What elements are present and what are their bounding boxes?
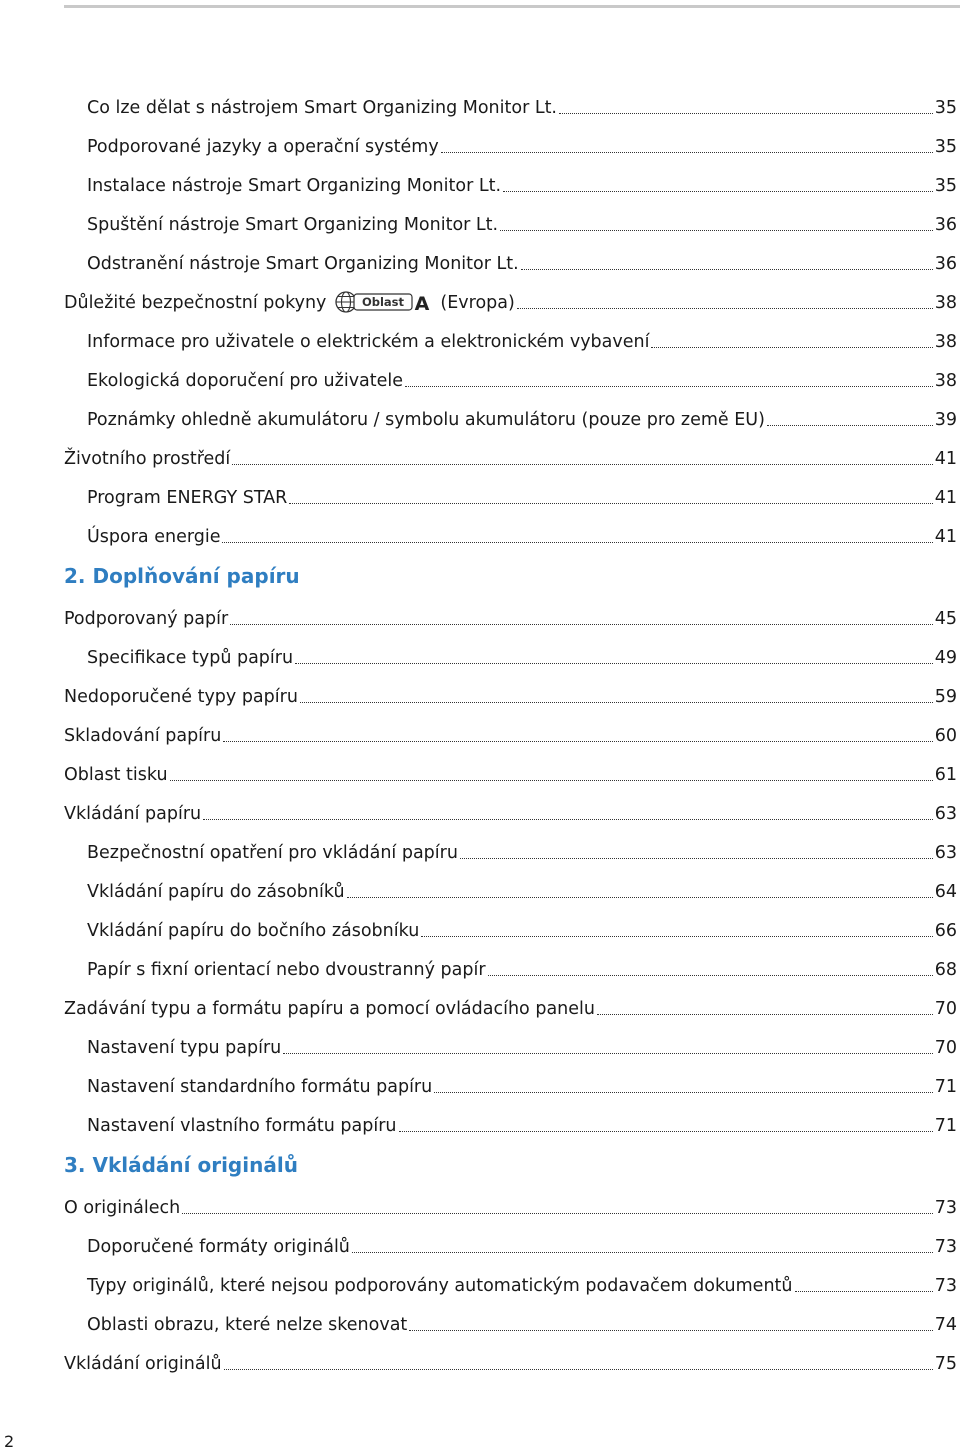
dot-leader xyxy=(182,1213,932,1214)
dot-leader xyxy=(283,1053,932,1054)
toc-entry-page: 59 xyxy=(934,687,957,707)
dot-leader xyxy=(203,819,933,820)
toc-entry-title: O originálech xyxy=(64,1198,181,1218)
toc-entry[interactable] xyxy=(87,519,957,549)
dot-leader xyxy=(421,936,932,937)
toc-entry-page: 66 xyxy=(934,921,957,941)
dot-leader xyxy=(488,975,933,976)
toc-entry-page: 45 xyxy=(934,609,957,629)
toc-entry-page: 35 xyxy=(934,176,957,196)
dot-leader xyxy=(223,741,932,742)
region-badge xyxy=(334,290,432,314)
toc-entry[interactable] xyxy=(64,285,957,315)
toc-entry-title: Bezpečnostní opatření pro vkládání papíru xyxy=(87,843,458,863)
toc-entry-title: Program ENERGY STAR xyxy=(87,488,288,508)
toc-entry-page: 73 xyxy=(934,1237,957,1257)
toc-entry[interactable] xyxy=(87,952,957,982)
toc-entry[interactable] xyxy=(87,402,957,432)
toc-entry-title xyxy=(64,291,515,315)
toc-entry-page: 41 xyxy=(934,488,957,508)
toc-entry-title: Typy originálů, které nejsou podporovány automatickým podavačem dokumentů xyxy=(87,1276,793,1296)
toc-entry[interactable] xyxy=(87,324,957,354)
toc-entry-title: Doporučené formáty originálů xyxy=(87,1237,350,1257)
toc-entry-page: 60 xyxy=(934,726,957,746)
toc-entry-page: 63 xyxy=(934,804,957,824)
dot-leader xyxy=(399,1131,933,1132)
toc-entry-title: Odstranění nástroje Smart Organizing Monitor Lt. xyxy=(87,254,519,274)
toc-entry-title: Skladování papíru xyxy=(64,726,222,746)
toc-entry-title: Poznámky ohledně akumulátoru / symbolu akumulátoru (pouze pro země EU) xyxy=(87,410,765,430)
chapter-heading[interactable]: 2. Doplňování papíru xyxy=(64,564,300,588)
toc-entry-page: 63 xyxy=(934,843,957,863)
dot-leader xyxy=(347,897,933,898)
dot-leader xyxy=(352,1252,933,1253)
dot-leader xyxy=(230,624,933,625)
toc-entry[interactable] xyxy=(87,168,957,198)
svg-text:Oblast: Oblast xyxy=(362,295,405,309)
toc-entry-page: 70 xyxy=(934,1038,957,1058)
dot-leader xyxy=(460,858,933,859)
dot-leader xyxy=(289,503,932,504)
toc-entry-page: 38 xyxy=(934,293,957,313)
toc-entry[interactable] xyxy=(87,1307,957,1337)
toc-entry-title: Oblasti obrazu, které nelze skenovat xyxy=(87,1315,408,1335)
dot-leader xyxy=(521,269,933,270)
dot-leader xyxy=(651,347,932,348)
toc-entry-page: 74 xyxy=(934,1315,957,1335)
toc-entry-title: Papír s fixní orientací nebo dvoustranný papír xyxy=(87,960,486,980)
toc-entry-title: Ekologická doporučení pro uživatele xyxy=(87,371,404,391)
toc-entry-title: Podporovaný papír xyxy=(64,609,229,629)
dot-leader xyxy=(232,464,932,465)
toc-entry-title: Nedoporučené typy papíru xyxy=(64,687,298,707)
dot-leader xyxy=(224,1369,933,1370)
toc-entry-page: 38 xyxy=(934,371,957,391)
toc-entry[interactable] xyxy=(87,1268,957,1298)
toc-entry[interactable] xyxy=(64,718,957,748)
toc-entry-page: 41 xyxy=(934,449,957,469)
dot-leader xyxy=(795,1291,933,1292)
chapter-heading[interactable]: 3. Vkládání originálů xyxy=(64,1153,298,1177)
svg-text:A: A xyxy=(415,293,430,314)
toc-entry-page: 75 xyxy=(934,1354,957,1374)
toc-entry[interactable] xyxy=(64,1190,957,1220)
toc-entry-title: Nastavení standardního formátu papíru xyxy=(87,1077,433,1097)
toc-entry-page: 68 xyxy=(934,960,957,980)
toc-entry[interactable] xyxy=(87,129,957,159)
toc-entry-title-suffix: (Evropa) xyxy=(440,293,515,313)
dot-leader xyxy=(559,113,933,114)
dot-leader xyxy=(170,780,933,781)
toc-entry[interactable] xyxy=(87,480,957,510)
dot-leader xyxy=(405,386,933,387)
toc-entry-page: 61 xyxy=(934,765,957,785)
toc-entry[interactable] xyxy=(64,601,957,631)
dot-leader xyxy=(295,663,933,664)
toc-entry-page: 35 xyxy=(934,137,957,157)
toc-entry-page: 38 xyxy=(934,332,957,352)
top-rule xyxy=(64,5,960,8)
toc-entry[interactable] xyxy=(87,1069,957,1099)
dot-leader xyxy=(409,1330,932,1331)
toc-entry-title: Spuštění nástroje Smart Organizing Monitor Lt. xyxy=(87,215,499,235)
toc-entry-page: 64 xyxy=(934,882,957,902)
dot-leader xyxy=(517,308,933,309)
toc-entry-title: Úspora energie xyxy=(87,527,221,547)
toc-entry-page: 36 xyxy=(934,215,957,235)
toc-entry-page: 73 xyxy=(934,1276,957,1296)
toc-entry[interactable] xyxy=(64,441,957,471)
page-number: 2 xyxy=(4,1432,15,1451)
toc-entry-title: Vkládání papíru do zásobníků xyxy=(87,882,345,902)
toc-entry-page: 41 xyxy=(934,527,957,547)
toc-entry-title: Podporované jazyky a operační systémy xyxy=(87,137,439,157)
toc-entry-page: 36 xyxy=(934,254,957,274)
toc-entry-page: 70 xyxy=(934,999,957,1019)
toc-entry[interactable] xyxy=(64,796,957,826)
dot-leader xyxy=(300,702,933,703)
toc-entry-title: Specifikace typů papíru xyxy=(87,648,294,668)
toc-entry[interactable] xyxy=(64,991,957,1021)
toc-entry-title: Zadávání typu a formátu papíru a pomocí ovládacího panelu xyxy=(64,999,595,1019)
dot-leader xyxy=(441,152,933,153)
dot-leader xyxy=(503,191,933,192)
dot-leader xyxy=(597,1014,933,1015)
toc-entry-page: 73 xyxy=(934,1198,957,1218)
toc-entry-title: Vkládání papíru xyxy=(64,804,202,824)
toc-entry[interactable] xyxy=(87,363,957,393)
toc-entry[interactable] xyxy=(87,913,957,943)
toc-entry-title: Nastavení typu papíru xyxy=(87,1038,282,1058)
toc-entry[interactable] xyxy=(87,246,957,276)
toc-entry[interactable] xyxy=(87,835,957,865)
toc-entry-page: 49 xyxy=(934,648,957,668)
toc-entry-page: 71 xyxy=(934,1077,957,1097)
toc-entry-title: Co lze dělat s nástrojem Smart Organizing Monitor Lt. xyxy=(87,98,557,118)
toc-entry-title: Vkládání originálů xyxy=(64,1354,222,1374)
toc-entry-page: 39 xyxy=(934,410,957,430)
toc-entry-title: Životního prostředí xyxy=(64,449,231,469)
dot-leader xyxy=(767,425,933,426)
toc-entry[interactable] xyxy=(87,90,957,120)
toc-entry-title: Informace pro uživatele o elektrickém a elektronickém vybavení xyxy=(87,332,650,352)
toc-entry-page: 71 xyxy=(934,1116,957,1136)
dot-leader xyxy=(500,230,933,231)
dot-leader xyxy=(434,1092,932,1093)
toc-entry-title: Nastavení vlastního formátu papíru xyxy=(87,1116,397,1136)
globe-region-icon xyxy=(334,290,432,314)
toc-entry[interactable] xyxy=(87,1229,957,1259)
toc-entry-title: Vkládání papíru do bočního zásobníku xyxy=(87,921,420,941)
toc-entry-title: Oblast tisku xyxy=(64,765,168,785)
toc-entry-title: Instalace nástroje Smart Organizing Monitor Lt. xyxy=(87,176,502,196)
toc-entry[interactable] xyxy=(64,1346,957,1376)
toc-entry[interactable] xyxy=(87,640,957,670)
toc-entry[interactable] xyxy=(87,207,957,237)
toc-entry[interactable] xyxy=(64,757,957,787)
toc-entry[interactable] xyxy=(64,679,957,709)
toc-entry-page: 35 xyxy=(934,98,957,118)
toc-entry[interactable] xyxy=(87,1108,957,1138)
toc-entry-title-text: Důležité bezpečnostní pokyny xyxy=(64,293,327,313)
dot-leader xyxy=(222,542,932,543)
toc-entry[interactable] xyxy=(87,874,957,904)
toc-entry[interactable] xyxy=(87,1030,957,1060)
